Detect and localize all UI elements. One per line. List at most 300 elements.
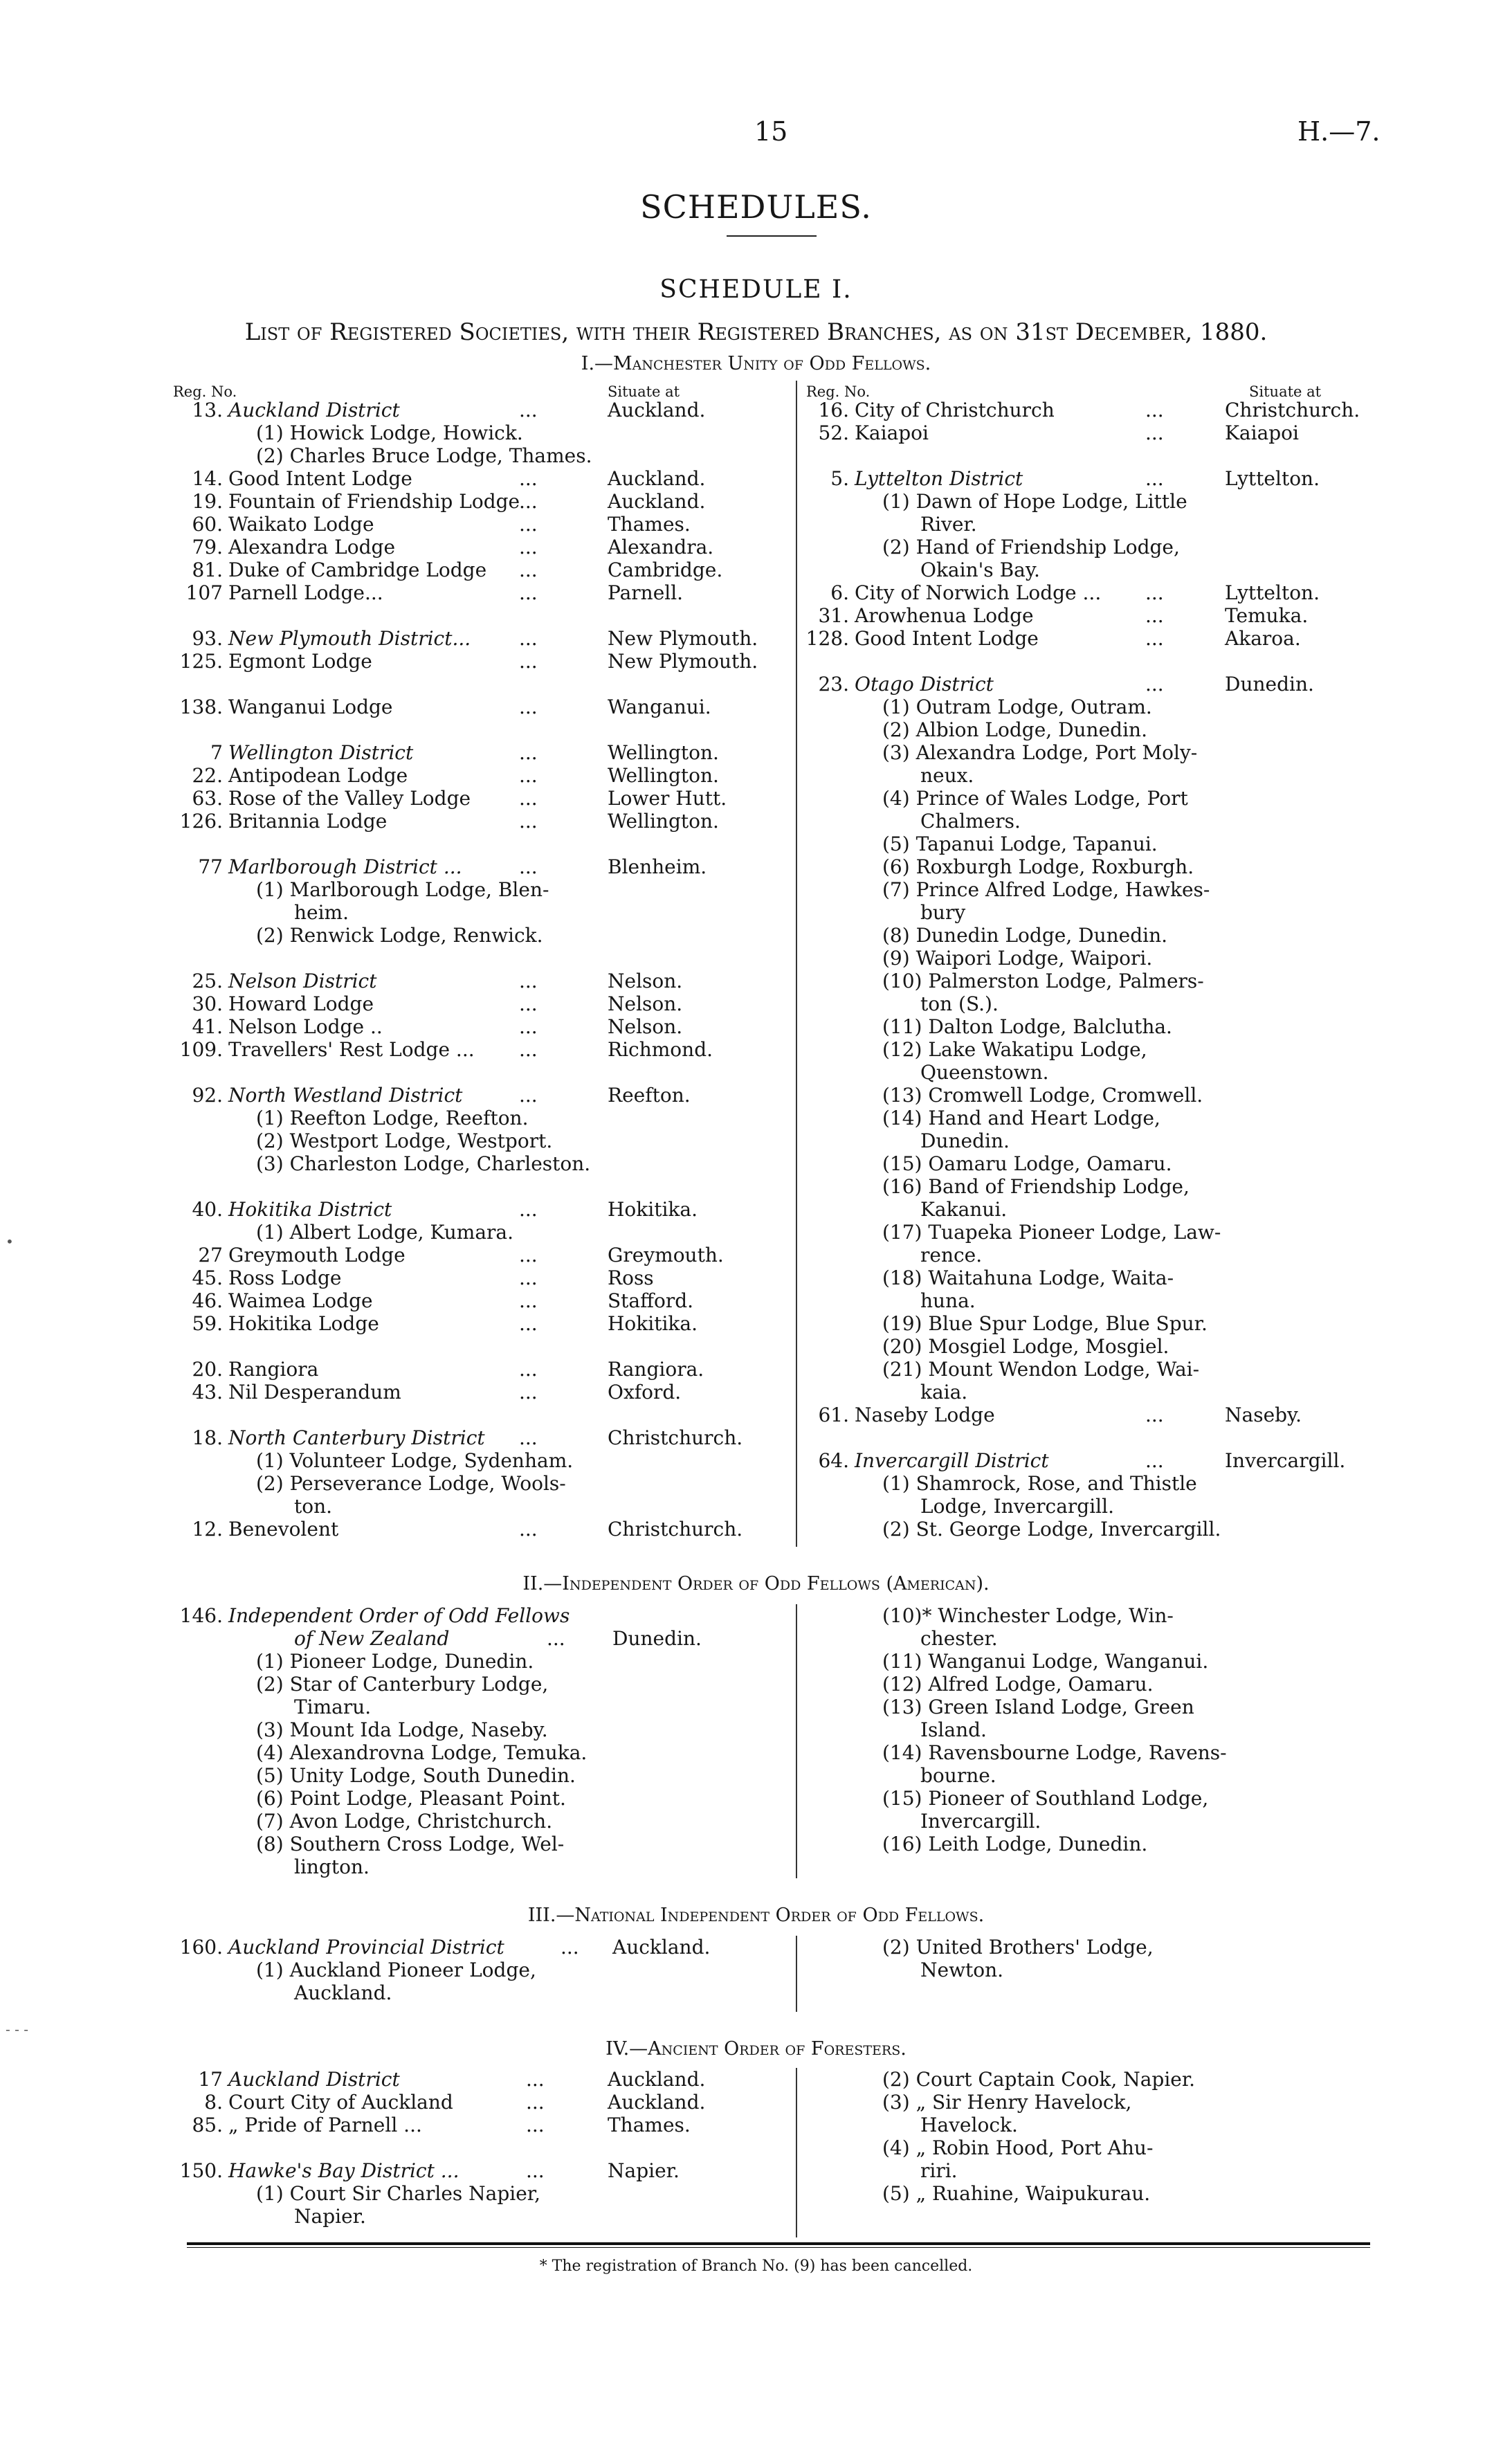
s1-right-rows bbox=[799, 399, 1367, 1541]
margin-mark: - - - bbox=[6, 2021, 28, 2037]
list-item bbox=[173, 1038, 775, 1061]
list-item bbox=[799, 1244, 1367, 1266]
situate-location: Nelson. bbox=[608, 1015, 683, 1038]
row-spacer bbox=[173, 1175, 775, 1198]
reg-number: 23. bbox=[818, 673, 849, 696]
branch-name: ton. bbox=[294, 1495, 333, 1518]
s1-left-rows bbox=[173, 399, 775, 1541]
reg-number: 19. bbox=[192, 490, 223, 513]
branch-name: Kakanui. bbox=[920, 1198, 1008, 1221]
branch-name: (3) Mount Ida Lodge, Naseby. bbox=[256, 1718, 548, 1741]
reg-number: 109. bbox=[179, 1038, 223, 1061]
list-item bbox=[173, 1152, 775, 1175]
leader-dots: ... bbox=[519, 513, 538, 536]
branch-name: North Westland District bbox=[228, 1084, 463, 1107]
list-item bbox=[799, 536, 1367, 558]
branch-name: New Plymouth District... bbox=[228, 627, 471, 650]
list-item bbox=[799, 2114, 1367, 2136]
footnote: * The registration of Branch No. (9) has been cancelled. bbox=[539, 2258, 973, 2275]
list-item bbox=[173, 467, 775, 490]
reg-number: 22. bbox=[192, 764, 223, 787]
list-item bbox=[173, 970, 775, 992]
branch-name: Invercargill District bbox=[855, 1449, 1049, 1472]
list-item bbox=[799, 1472, 1367, 1495]
situate-location: Ross bbox=[608, 1266, 654, 1289]
branch-name: neux. bbox=[920, 764, 974, 787]
list-item bbox=[173, 1959, 775, 1981]
list-item bbox=[799, 855, 1367, 878]
branch-name: Howard Lodge bbox=[228, 992, 374, 1015]
leader-dots: ... bbox=[561, 1936, 579, 1959]
branch-name: heim. bbox=[294, 901, 349, 924]
branch-name: Timaru. bbox=[294, 1696, 372, 1718]
row-spacer bbox=[173, 947, 775, 970]
list-item bbox=[799, 627, 1367, 650]
branch-name: lington. bbox=[294, 1855, 370, 1878]
branch-name: (19) Blue Spur Lodge, Blue Spur. bbox=[882, 1312, 1208, 1335]
list-item bbox=[799, 1718, 1367, 1741]
reg-number: 5. bbox=[830, 467, 849, 490]
branch-name: Auckland District bbox=[228, 399, 400, 421]
branch-name: Nelson Lodge .. bbox=[228, 1015, 383, 1038]
list-item bbox=[799, 1335, 1367, 1358]
row-spacer bbox=[173, 718, 775, 741]
list-item bbox=[173, 992, 775, 1015]
leader-dots: ... bbox=[519, 855, 538, 878]
leader-dots: ... bbox=[519, 741, 538, 764]
situate-location: Christchurch. bbox=[608, 1518, 743, 1541]
document-reference: H.—7. bbox=[1297, 116, 1381, 147]
reg-number: 18. bbox=[192, 1426, 223, 1449]
list-item bbox=[799, 558, 1367, 581]
list-item bbox=[799, 1084, 1367, 1107]
row-spacer bbox=[799, 650, 1367, 673]
leader-dots: ... bbox=[526, 2068, 545, 2091]
list-item bbox=[173, 764, 775, 787]
branch-name: Good Intent Lodge bbox=[855, 627, 1039, 650]
row-spacer bbox=[799, 1426, 1367, 1449]
branch-name: (4) Alexandrovna Lodge, Temuka. bbox=[256, 1741, 588, 1764]
list-item bbox=[799, 1627, 1367, 1650]
branch-name: Antipodean Lodge bbox=[228, 764, 408, 787]
reg-number: 93. bbox=[192, 627, 223, 650]
branch-name: Invercargill. bbox=[920, 1810, 1041, 1833]
branch-name: Independent Order of Odd Fellows bbox=[228, 1604, 570, 1627]
list-item bbox=[799, 490, 1367, 513]
leader-dots: ... bbox=[519, 1266, 538, 1289]
list-item bbox=[799, 741, 1367, 764]
branch-name: (14) Hand and Heart Lodge, bbox=[882, 1107, 1160, 1129]
reg-no-header: Reg. No. bbox=[173, 383, 237, 400]
list-item bbox=[173, 1718, 775, 1741]
list-item bbox=[173, 878, 775, 901]
leader-dots: ... bbox=[519, 1038, 538, 1061]
branch-name: bourne. bbox=[920, 1764, 996, 1787]
leader-dots: ... bbox=[519, 1426, 538, 1449]
reg-number: 61. bbox=[818, 1404, 849, 1426]
branch-name: (1) Dawn of Hope Lodge, Little bbox=[882, 490, 1187, 513]
branch-name: (8) Dunedin Lodge, Dunedin. bbox=[882, 924, 1168, 947]
branch-name: (4) „ Robin Hood, Port Ahu- bbox=[882, 2136, 1154, 2159]
s1-left-column bbox=[173, 381, 775, 1541]
list-title: List of Registered Societies, with their Registered Branches, as on 31st December, 1880. bbox=[244, 318, 1268, 346]
list-item bbox=[173, 558, 775, 581]
branch-name: Egmont Lodge bbox=[228, 650, 372, 673]
reg-number: 7 bbox=[210, 741, 223, 764]
list-item bbox=[799, 1936, 1367, 1959]
list-item bbox=[799, 1741, 1367, 1764]
branch-name: (1) Volunteer Lodge, Sydenham. bbox=[256, 1449, 574, 1472]
list-item bbox=[173, 2205, 775, 2228]
branch-name: (17) Tuapeka Pioneer Lodge, Law- bbox=[882, 1221, 1221, 1244]
branch-name: (1) Howick Lodge, Howick. bbox=[256, 421, 523, 444]
branch-name: chester. bbox=[920, 1627, 998, 1650]
branch-name: Marlborough District ... bbox=[228, 855, 462, 878]
branch-name: (1) Court Sir Charles Napier, bbox=[256, 2182, 541, 2205]
reg-number: 25. bbox=[192, 970, 223, 992]
list-item bbox=[173, 1855, 775, 1878]
branch-name: (3) Alexandra Lodge, Port Moly- bbox=[882, 741, 1198, 764]
situate-header: Situate at bbox=[1249, 383, 1322, 400]
branch-name: (2) Perseverance Lodge, Wools- bbox=[256, 1472, 566, 1495]
row-spacer bbox=[173, 604, 775, 627]
row-spacer bbox=[173, 833, 775, 855]
situate-location: Auckland. bbox=[608, 467, 706, 490]
situate-location: Auckland. bbox=[608, 2068, 706, 2091]
leader-dots: ... bbox=[519, 1358, 538, 1381]
branch-name: (12) Lake Wakatipu Lodge, bbox=[882, 1038, 1147, 1061]
branch-name: (2) Star of Canterbury Lodge, bbox=[256, 1673, 549, 1696]
situate-location: Naseby. bbox=[1225, 1404, 1302, 1426]
leader-dots: ... bbox=[519, 581, 538, 604]
branch-name: Ross Lodge bbox=[228, 1266, 342, 1289]
list-item bbox=[799, 467, 1367, 490]
list-item bbox=[799, 2159, 1367, 2182]
title-rule bbox=[727, 235, 817, 237]
branch-name: (15) Oamaru Lodge, Oamaru. bbox=[882, 1152, 1172, 1175]
situate-location: Reefton. bbox=[608, 1084, 691, 1107]
list-item bbox=[173, 2068, 775, 2091]
situate-location: Wanganui. bbox=[608, 696, 711, 718]
reg-number: 59. bbox=[192, 1312, 223, 1335]
schedule-heading: SCHEDULE I. bbox=[659, 275, 853, 304]
list-item bbox=[173, 581, 775, 604]
section-heading-4: IV.—Ancient Order of Foresters. bbox=[605, 2038, 907, 2060]
branch-name: Nil Desperandum bbox=[228, 1381, 401, 1404]
list-item bbox=[799, 1787, 1367, 1810]
branch-name: Newton. bbox=[920, 1959, 1004, 1981]
reg-number: 6. bbox=[830, 581, 849, 604]
reg-no-header: Reg. No. bbox=[806, 383, 871, 400]
situate-location: Dunedin. bbox=[612, 1627, 702, 1650]
branch-name: (1) Auckland Pioneer Lodge, bbox=[256, 1959, 536, 1981]
branch-name: (2) St. George Lodge, Invercargill. bbox=[882, 1518, 1221, 1541]
branch-name: (2) United Brothers' Lodge, bbox=[882, 1936, 1154, 1959]
branch-name: Auckland. bbox=[294, 1981, 392, 2004]
branch-name: (10)* Winchester Lodge, Win- bbox=[882, 1604, 1174, 1627]
reg-number: 12. bbox=[192, 1518, 223, 1541]
list-item bbox=[799, 992, 1367, 1015]
list-item bbox=[799, 604, 1367, 627]
s3-left-column bbox=[173, 1936, 775, 2004]
branch-name: Waimea Lodge bbox=[228, 1289, 373, 1312]
list-item bbox=[173, 2182, 775, 2205]
reg-number: 27 bbox=[198, 1244, 223, 1266]
leader-dots: ... bbox=[519, 627, 538, 650]
list-item bbox=[173, 1426, 775, 1449]
list-item bbox=[173, 696, 775, 718]
list-item bbox=[173, 741, 775, 764]
leader-dots: ... bbox=[519, 1381, 538, 1404]
branch-name: Rangiora bbox=[228, 1358, 319, 1381]
branch-name: (6) Roxburgh Lodge, Roxburgh. bbox=[882, 855, 1194, 878]
list-item bbox=[173, 1221, 775, 1244]
branch-name: Chalmers. bbox=[920, 810, 1021, 833]
leader-dots: ... bbox=[519, 787, 538, 810]
list-item bbox=[799, 1358, 1367, 1381]
list-item bbox=[799, 1518, 1367, 1541]
situate-location: Christchurch. bbox=[608, 1426, 743, 1449]
reg-number: 60. bbox=[192, 513, 223, 536]
list-item bbox=[799, 1604, 1367, 1627]
branch-name: (1) Shamrock, Rose, and Thistle bbox=[882, 1472, 1197, 1495]
situate-location: Alexandra. bbox=[608, 536, 714, 558]
list-item bbox=[173, 1604, 775, 1627]
s2-left-column bbox=[173, 1604, 775, 1878]
list-item bbox=[799, 1175, 1367, 1198]
row-spacer bbox=[173, 1404, 775, 1426]
list-item bbox=[173, 421, 775, 444]
branch-name: (5) Unity Lodge, South Dunedin. bbox=[256, 1764, 576, 1787]
list-item bbox=[799, 1404, 1367, 1426]
branch-name: Waikato Lodge bbox=[228, 513, 374, 536]
reg-number: 128. bbox=[805, 627, 849, 650]
s4-left-rows bbox=[173, 2068, 775, 2228]
reg-number: 63. bbox=[192, 787, 223, 810]
list-item bbox=[173, 1650, 775, 1673]
s1-right-column bbox=[799, 381, 1367, 1541]
leader-dots: ... bbox=[1145, 581, 1164, 604]
branch-name: rence. bbox=[920, 1244, 983, 1266]
list-item bbox=[799, 718, 1367, 741]
list-item bbox=[799, 2182, 1367, 2205]
branch-name: (9) Waipori Lodge, Waipori. bbox=[882, 947, 1153, 970]
situate-location: New Plymouth. bbox=[608, 650, 758, 673]
list-item bbox=[799, 421, 1367, 444]
branch-name: Okain's Bay. bbox=[920, 558, 1040, 581]
branch-name: (20) Mosgiel Lodge, Mosgiel. bbox=[882, 1335, 1169, 1358]
s2-right-column bbox=[799, 1604, 1367, 1855]
list-item bbox=[173, 1627, 775, 1650]
list-item bbox=[173, 1472, 775, 1495]
branch-name: Good Intent Lodge bbox=[228, 467, 412, 490]
list-item bbox=[173, 1312, 775, 1335]
leader-dots: ... bbox=[526, 2159, 545, 2182]
situate-location: Greymouth. bbox=[608, 1244, 724, 1266]
leader-dots: ... bbox=[519, 399, 538, 421]
list-item bbox=[173, 627, 775, 650]
list-item bbox=[173, 1266, 775, 1289]
list-item bbox=[173, 1495, 775, 1518]
list-item bbox=[799, 1198, 1367, 1221]
list-item bbox=[799, 878, 1367, 901]
list-item bbox=[799, 1764, 1367, 1787]
footer-rule-thick bbox=[187, 2242, 1370, 2245]
situate-location: Blenheim. bbox=[608, 855, 707, 878]
list-item bbox=[799, 1129, 1367, 1152]
list-item bbox=[799, 1495, 1367, 1518]
list-item bbox=[173, 536, 775, 558]
branch-name: (2) Westport Lodge, Westport. bbox=[256, 1129, 553, 1152]
branch-name: Alexandra Lodge bbox=[228, 536, 396, 558]
reg-number: 8. bbox=[204, 2091, 223, 2114]
situate-location: Hokitika. bbox=[608, 1312, 698, 1335]
branch-name: City of Christchurch bbox=[855, 399, 1055, 421]
list-item bbox=[799, 696, 1367, 718]
situate-location: Akaroa. bbox=[1225, 627, 1301, 650]
situate-location: Napier. bbox=[608, 2159, 680, 2182]
list-item bbox=[799, 1266, 1367, 1289]
list-item bbox=[173, 2159, 775, 2182]
branch-name: Kaiapoi bbox=[855, 421, 929, 444]
reg-number: 92. bbox=[192, 1084, 223, 1107]
list-item bbox=[799, 1833, 1367, 1855]
footer-rule-thin bbox=[187, 2247, 1370, 2248]
situate-location: Lyttelton. bbox=[1225, 581, 1320, 604]
situate-location: New Plymouth. bbox=[608, 627, 758, 650]
list-item bbox=[173, 1764, 775, 1787]
branch-name: Wellington District bbox=[228, 741, 414, 764]
list-item bbox=[799, 1449, 1367, 1472]
list-item bbox=[799, 581, 1367, 604]
reg-number: 20. bbox=[192, 1358, 223, 1381]
page-title: SCHEDULES. bbox=[640, 188, 872, 226]
branch-name: Greymouth Lodge bbox=[228, 1244, 406, 1266]
branch-name: (7) Prince Alfred Lodge, Hawkes- bbox=[882, 878, 1210, 901]
leader-dots: ... bbox=[519, 1015, 538, 1038]
branch-name: Napier. bbox=[294, 2205, 366, 2228]
situate-location: Cambridge. bbox=[608, 558, 723, 581]
branch-name: Hawke's Bay District ... bbox=[228, 2159, 459, 2182]
situate-location: Nelson. bbox=[608, 970, 683, 992]
list-item bbox=[173, 650, 775, 673]
list-item bbox=[173, 787, 775, 810]
branch-name: (4) Prince of Wales Lodge, Port bbox=[882, 787, 1188, 810]
reg-number: 79. bbox=[192, 536, 223, 558]
list-item bbox=[799, 810, 1367, 833]
reg-number: 17 bbox=[198, 2068, 223, 2091]
reg-number: 160. bbox=[179, 1936, 223, 1959]
branch-name: (7) Avon Lodge, Christchurch. bbox=[256, 1810, 553, 1833]
situate-location: Dunedin. bbox=[1225, 673, 1314, 696]
branch-name: (1) Reefton Lodge, Reefton. bbox=[256, 1107, 529, 1129]
situate-location: Hokitika. bbox=[608, 1198, 698, 1221]
list-item bbox=[799, 1312, 1367, 1335]
list-item bbox=[173, 924, 775, 947]
list-item bbox=[799, 1289, 1367, 1312]
reg-number: 13. bbox=[192, 399, 223, 421]
branch-name: kaia. bbox=[920, 1381, 968, 1404]
leader-dots: ... bbox=[526, 2114, 545, 2136]
list-item bbox=[799, 924, 1367, 947]
branch-name: (3) „ Sir Henry Havelock, bbox=[882, 2091, 1132, 2114]
list-item bbox=[799, 2068, 1367, 2091]
situate-location: Rangiora. bbox=[608, 1358, 704, 1381]
list-item bbox=[173, 2091, 775, 2114]
leader-dots: ... bbox=[547, 1627, 565, 1650]
column-divider bbox=[796, 381, 797, 1547]
s3-right-rows bbox=[799, 1936, 1367, 1981]
branch-name: Otago District bbox=[855, 673, 994, 696]
list-item bbox=[173, 1358, 775, 1381]
situate-location: Parnell. bbox=[608, 581, 684, 604]
list-item bbox=[799, 947, 1367, 970]
situate-location: Wellington. bbox=[608, 741, 719, 764]
branch-name: (5) „ Ruahine, Waipukurau. bbox=[882, 2182, 1151, 2205]
s4-right-rows bbox=[799, 2068, 1367, 2205]
branch-name: Lyttelton District bbox=[855, 467, 1023, 490]
list-item bbox=[799, 1381, 1367, 1404]
branch-name: (10) Palmerston Lodge, Palmers- bbox=[882, 970, 1204, 992]
list-item bbox=[799, 1015, 1367, 1038]
list-item bbox=[173, 1696, 775, 1718]
leader-dots: ... bbox=[519, 1244, 538, 1266]
branch-name: Court City of Auckland bbox=[228, 2091, 453, 2114]
list-item bbox=[173, 490, 775, 513]
list-item bbox=[173, 855, 775, 878]
situate-location: Kaiapoi bbox=[1225, 421, 1299, 444]
branch-name: Travellers' Rest Lodge ... bbox=[228, 1038, 475, 1061]
leader-dots: ... bbox=[519, 1198, 538, 1221]
branch-name: Dunedin. bbox=[920, 1129, 1010, 1152]
situate-location: Wellington. bbox=[608, 764, 719, 787]
branch-name: (1) Marlborough Lodge, Blen- bbox=[256, 878, 549, 901]
branch-name: (21) Mount Wendon Lodge, Wai- bbox=[882, 1358, 1200, 1381]
branch-name: (2) Albion Lodge, Dunedin. bbox=[882, 718, 1147, 741]
column-divider bbox=[796, 1936, 797, 2012]
branch-name: Hokitika Lodge bbox=[228, 1312, 379, 1335]
branch-name: Hokitika District bbox=[228, 1198, 392, 1221]
reg-number: 107 bbox=[185, 581, 223, 604]
list-item bbox=[173, 1015, 775, 1038]
reg-number: 150. bbox=[179, 2159, 223, 2182]
s3-right-column bbox=[799, 1936, 1367, 1981]
branch-name: (6) Point Lodge, Pleasant Point. bbox=[256, 1787, 566, 1810]
leader-dots: ... bbox=[1145, 673, 1164, 696]
list-item bbox=[799, 901, 1367, 924]
branch-name: (14) Ravensbourne Lodge, Ravens- bbox=[882, 1741, 1227, 1764]
branch-name: (2) Charles Bruce Lodge, Thames. bbox=[256, 444, 592, 467]
list-item bbox=[799, 399, 1367, 421]
s3-left-rows bbox=[173, 1936, 775, 2004]
list-item bbox=[173, 1244, 775, 1266]
reg-number: 64. bbox=[818, 1449, 849, 1472]
branch-name: bury bbox=[920, 901, 966, 924]
branch-name: (13) Green Island Lodge, Green bbox=[882, 1696, 1194, 1718]
situate-location: Lyttelton. bbox=[1225, 467, 1320, 490]
reg-number: 43. bbox=[192, 1381, 223, 1404]
list-item bbox=[799, 2136, 1367, 2159]
leader-dots: ... bbox=[519, 558, 538, 581]
branch-name: (11) Dalton Lodge, Balclutha. bbox=[882, 1015, 1172, 1038]
reg-number: 31. bbox=[818, 604, 849, 627]
branch-name: Naseby Lodge bbox=[855, 1404, 995, 1426]
leader-dots: ... bbox=[519, 764, 538, 787]
branch-name: Queenstown. bbox=[920, 1061, 1049, 1084]
leader-dots: ... bbox=[519, 970, 538, 992]
list-item bbox=[799, 673, 1367, 696]
branch-name: Arowhenua Lodge bbox=[855, 604, 1034, 627]
